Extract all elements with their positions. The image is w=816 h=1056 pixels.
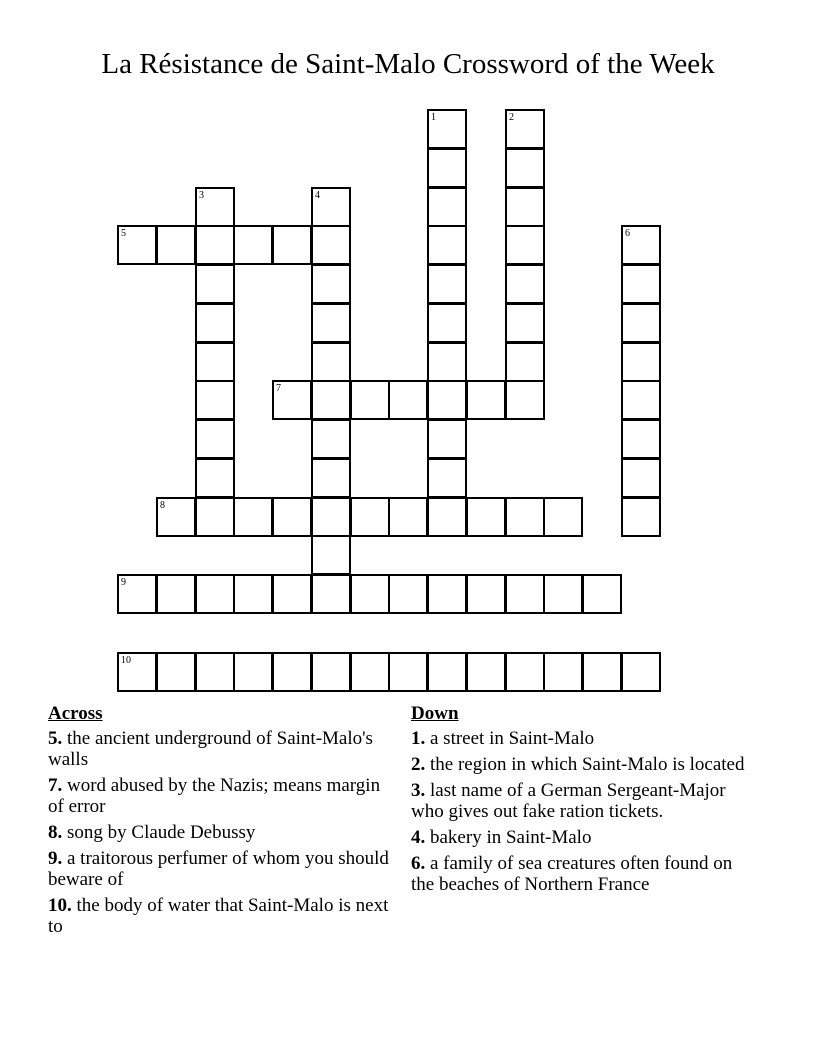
clue-down-3 (411, 780, 759, 822)
clue-number: 1. (411, 728, 426, 749)
crossword-cell[interactable] (311, 225, 351, 265)
crossword-cell[interactable] (311, 187, 351, 227)
crossword-cell[interactable] (233, 225, 273, 265)
clue-number: 2. (411, 754, 426, 775)
crossword-cell[interactable] (427, 148, 467, 188)
crossword-cell[interactable] (621, 380, 661, 420)
crossword-cell[interactable] (195, 458, 235, 498)
cell-clue-number: 6 (625, 228, 630, 239)
crossword-cell[interactable] (466, 380, 506, 420)
crossword-cell[interactable] (505, 497, 545, 537)
cell-clue-number: 7 (276, 383, 281, 394)
crossword-cell[interactable] (466, 497, 506, 537)
crossword-cell[interactable] (233, 497, 273, 537)
crossword-cell[interactable] (505, 380, 545, 420)
crossword-cell[interactable] (272, 225, 312, 265)
down-clues (411, 703, 759, 900)
crossword-cell[interactable] (427, 264, 467, 304)
crossword-cell[interactable] (195, 574, 235, 614)
crossword-cell[interactable] (195, 225, 235, 265)
clue-down-2 (411, 754, 759, 775)
clue-text: song by Claude Debussy (62, 822, 256, 843)
crossword-cell[interactable] (195, 342, 235, 382)
crossword-cell[interactable] (350, 574, 390, 614)
down-heading: Down (411, 703, 459, 724)
crossword-cell[interactable] (195, 419, 235, 459)
crossword-cell[interactable] (505, 225, 545, 265)
crossword-cell[interactable] (621, 652, 661, 692)
crossword-cell[interactable] (505, 264, 545, 304)
cell-clue-number: 2 (509, 112, 514, 123)
crossword-cell[interactable] (543, 574, 583, 614)
crossword-cell[interactable] (272, 574, 312, 614)
crossword-cell[interactable] (311, 303, 351, 343)
clue-across-5 (48, 728, 396, 770)
crossword-cell[interactable] (427, 380, 467, 420)
crossword-cell[interactable] (466, 652, 506, 692)
crossword-cell[interactable] (621, 303, 661, 343)
crossword-cell[interactable] (427, 109, 467, 149)
crossword-cell[interactable] (311, 380, 351, 420)
crossword-cell[interactable] (505, 574, 545, 614)
crossword-cell[interactable] (582, 652, 622, 692)
crossword-cell[interactable] (505, 342, 545, 382)
crossword-cell[interactable] (388, 380, 428, 420)
crossword-cell[interactable] (311, 535, 351, 575)
cell-clue-number: 5 (121, 228, 126, 239)
across-clues (48, 703, 396, 942)
clue-across-7 (48, 775, 396, 817)
clue-text: bakery in Saint-Malo (425, 827, 592, 848)
crossword-cell[interactable] (311, 652, 351, 692)
crossword-cell[interactable] (195, 497, 235, 537)
crossword-cell[interactable] (195, 652, 235, 692)
crossword-cell[interactable] (582, 574, 622, 614)
crossword-cell[interactable] (543, 497, 583, 537)
cell-clue-number: 9 (121, 577, 126, 588)
crossword-cell[interactable] (195, 187, 235, 227)
crossword-cell[interactable] (311, 497, 351, 537)
crossword-cell[interactable] (427, 652, 467, 692)
clue-text: a street in Saint-Malo (425, 728, 595, 749)
crossword-cell[interactable] (350, 652, 390, 692)
crossword-cell[interactable] (427, 497, 467, 537)
clue-down-6 (411, 853, 759, 895)
crossword-cell[interactable] (505, 303, 545, 343)
clue-across-10 (48, 895, 396, 937)
crossword-cell[interactable] (427, 458, 467, 498)
crossword-cell[interactable] (427, 225, 467, 265)
crossword-cell[interactable] (117, 225, 157, 265)
crossword-cell[interactable] (311, 458, 351, 498)
crossword-cell[interactable] (388, 574, 428, 614)
crossword-cell[interactable] (156, 497, 196, 537)
crossword-cell[interactable] (117, 652, 157, 692)
crossword-cell[interactable] (505, 148, 545, 188)
clue-text: the region in which Saint-Malo is located (425, 754, 745, 775)
crossword-cell[interactable] (621, 497, 661, 537)
crossword-cell[interactable] (427, 574, 467, 614)
crossword-cell[interactable] (621, 342, 661, 382)
clue-text: the ancient underground of Saint-Malo's walls (48, 728, 373, 770)
crossword-cell[interactable] (156, 652, 196, 692)
clue-text: a traitorous perfumer of whom you should beware of (48, 848, 389, 890)
crossword-cell[interactable] (311, 264, 351, 304)
crossword-cell[interactable] (388, 497, 428, 537)
crossword-cell[interactable] (311, 342, 351, 382)
crossword-cell[interactable] (505, 187, 545, 227)
crossword-cell[interactable] (195, 264, 235, 304)
crossword-cell[interactable] (543, 652, 583, 692)
crossword-cell[interactable] (621, 225, 661, 265)
cell-clue-number: 3 (199, 190, 204, 201)
clue-text: a family of sea creatures often found on the beaches of Northern France (411, 853, 733, 895)
clue-number: 8. (48, 822, 63, 843)
crossword-cell[interactable] (621, 458, 661, 498)
crossword-cell[interactable] (427, 419, 467, 459)
cell-clue-number: 10 (121, 655, 131, 666)
cell-clue-number: 4 (315, 190, 320, 201)
clue-number: 5. (48, 728, 63, 749)
clue-text: word abused by the Nazis; means margin of error (48, 775, 381, 817)
crossword-cell[interactable] (272, 380, 312, 420)
clue-number: 9. (48, 848, 63, 869)
crossword-cell[interactable] (350, 497, 390, 537)
crossword-cell[interactable] (505, 109, 545, 149)
crossword-cell[interactable] (195, 303, 235, 343)
crossword-cell[interactable] (427, 342, 467, 382)
crossword-cell[interactable] (156, 225, 196, 265)
crossword-cell[interactable] (427, 303, 467, 343)
clue-number: 3. (411, 780, 426, 801)
across-heading: Across (48, 703, 103, 724)
clue-text: the body of water that Saint-Malo is next to (48, 895, 389, 937)
clue-text: last name of a German Sergeant-Major who gives out fake ration tickets. (411, 780, 726, 822)
crossword-cell[interactable] (233, 652, 273, 692)
crossword-cell[interactable] (117, 574, 157, 614)
crossword-cell[interactable] (156, 574, 196, 614)
cell-clue-number: 8 (160, 500, 165, 511)
crossword-cell[interactable] (272, 497, 312, 537)
crossword-cell[interactable] (272, 652, 312, 692)
crossword-cell[interactable] (233, 574, 273, 614)
clue-down-4 (411, 827, 759, 848)
crossword-cell[interactable] (311, 419, 351, 459)
crossword-cell[interactable] (427, 187, 467, 227)
crossword-cell[interactable] (621, 264, 661, 304)
clue-number: 10. (48, 895, 72, 916)
clue-number: 7. (48, 775, 63, 796)
clue-across-9 (48, 848, 396, 890)
clue-down-1 (411, 728, 759, 749)
cell-clue-number: 1 (431, 112, 436, 123)
clue-number: 4. (411, 827, 426, 848)
crossword-cell[interactable] (621, 419, 661, 459)
crossword-cell[interactable] (311, 574, 351, 614)
crossword-cell[interactable] (350, 380, 390, 420)
crossword-cell[interactable] (466, 574, 506, 614)
crossword-cell[interactable] (195, 380, 235, 420)
crossword-cell[interactable] (505, 652, 545, 692)
clue-number: 6. (411, 853, 426, 874)
crossword-cell[interactable] (388, 652, 428, 692)
clue-across-8 (48, 822, 396, 843)
page-title: La Résistance de Saint-Malo Crossword of the Week (101, 48, 715, 80)
